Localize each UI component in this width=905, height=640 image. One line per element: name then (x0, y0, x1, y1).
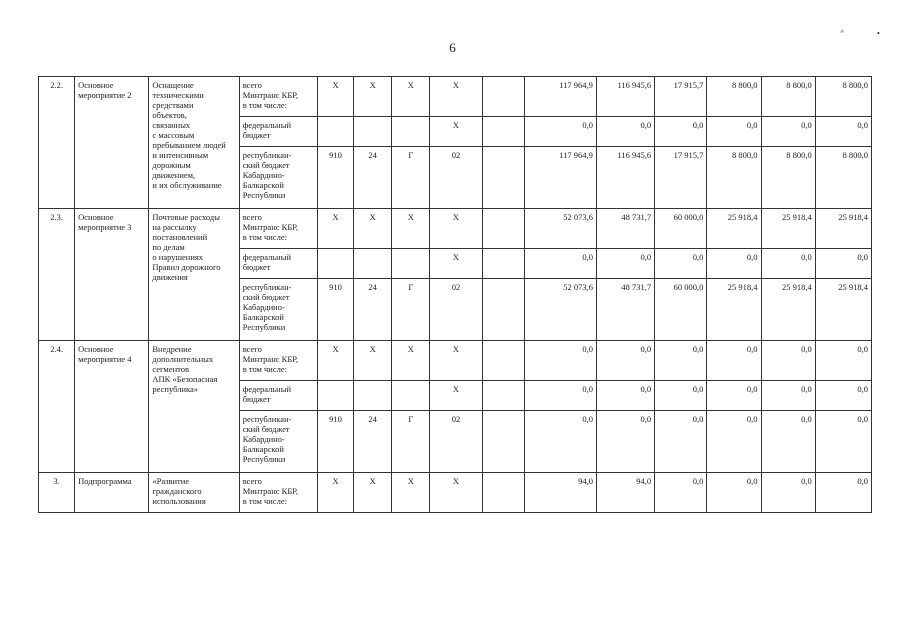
code-cell: 24 (354, 411, 392, 473)
code-cell: 24 (354, 279, 392, 341)
budget-table (38, 76, 872, 513)
code-cell: Х (430, 381, 482, 411)
code-cell: Х (430, 249, 482, 279)
code-cell: Х (392, 77, 430, 117)
code-cell (482, 147, 524, 209)
funding-source-cell: всего Минтранс КБР, в том числе: (239, 209, 317, 249)
table-row (39, 209, 872, 249)
code-cell: Г (392, 279, 430, 341)
row-number-cell: 3. (39, 473, 75, 513)
code-cell: Х (354, 77, 392, 117)
amount-cell: 48 731,7 (596, 279, 654, 341)
amount-cell: 0,0 (524, 249, 596, 279)
amount-cell: 0,0 (655, 411, 707, 473)
amount-cell: 0,0 (596, 381, 654, 411)
amount-cell: 17 915,7 (655, 77, 707, 117)
code-cell: 24 (354, 147, 392, 209)
code-cell: 910 (317, 147, 353, 209)
amount-cell: 0,0 (815, 381, 871, 411)
page-number: 6 (449, 40, 456, 55)
funding-source-cell: федеральный бюджет (239, 381, 317, 411)
amount-cell: 0,0 (707, 249, 761, 279)
code-cell (482, 117, 524, 147)
row-description-cell: «Развитие гражданского использования (149, 473, 239, 513)
row-title-cell: Подпрограмма (75, 473, 149, 513)
corner-mark: • (877, 29, 880, 38)
code-cell: Х (317, 209, 353, 249)
code-cell: Х (317, 77, 353, 117)
funding-source-cell: федеральный бюджет (239, 117, 317, 147)
amount-cell: 0,0 (815, 411, 871, 473)
amount-cell: 48 731,7 (596, 209, 654, 249)
amount-cell: 94,0 (596, 473, 654, 513)
amount-cell: 117 964,9 (524, 147, 596, 209)
funding-source-cell: всего Минтранс КБР, в том числе: (239, 473, 317, 513)
code-cell: Х (430, 77, 482, 117)
code-cell (392, 117, 430, 147)
row-title-cell: Основное мероприятие 4 (75, 341, 149, 473)
amount-cell: 0,0 (761, 473, 815, 513)
code-cell: 910 (317, 411, 353, 473)
code-cell: Х (392, 341, 430, 381)
code-cell (482, 279, 524, 341)
row-description-cell: Почтовые расходы на рассылку постановлений по делам о нарушениях Правил дорожного движения (149, 209, 239, 341)
funding-source-cell: всего Минтранс КБР, в том числе: (239, 341, 317, 381)
amount-cell: 60 000,0 (655, 279, 707, 341)
code-cell: Г (392, 147, 430, 209)
table-row (39, 77, 872, 117)
code-cell: Х (392, 473, 430, 513)
code-cell: Х (354, 341, 392, 381)
amount-cell: 0,0 (655, 249, 707, 279)
amount-cell: 0,0 (524, 341, 596, 381)
table-row (39, 473, 872, 513)
code-cell (317, 117, 353, 147)
code-cell: 02 (430, 279, 482, 341)
table-row (39, 341, 872, 381)
funding-source-cell: всего Минтранс КБР, в том числе: (239, 77, 317, 117)
amount-cell: 8 800,0 (761, 147, 815, 209)
amount-cell: 0,0 (815, 249, 871, 279)
code-cell (354, 381, 392, 411)
amount-cell: 25 918,4 (761, 279, 815, 341)
row-description-cell: Оснащение техническими средствами объектов, связанных с массовым пребыванием людей и интенсивным дорожным движением, и их обслуживание (149, 77, 239, 209)
amount-cell: 0,0 (596, 249, 654, 279)
code-cell: Х (430, 473, 482, 513)
amount-cell: 0,0 (761, 249, 815, 279)
code-cell: Х (430, 341, 482, 381)
amount-cell: 0,0 (815, 473, 871, 513)
row-number-cell: 2.2. (39, 77, 75, 209)
amount-cell: 0,0 (761, 117, 815, 147)
amount-cell: 0,0 (655, 341, 707, 381)
code-cell: Х (317, 341, 353, 381)
amount-cell: 0,0 (707, 473, 761, 513)
funding-source-cell: республикан- ский бюджет Кабардино- Балкарской Республики (239, 147, 317, 209)
amount-cell: 0,0 (707, 381, 761, 411)
code-cell: 02 (430, 147, 482, 209)
amount-cell: 8 800,0 (815, 77, 871, 117)
code-cell (482, 473, 524, 513)
amount-cell: 0,0 (524, 411, 596, 473)
amount-cell: 0,0 (524, 117, 596, 147)
amount-cell: 0,0 (655, 117, 707, 147)
amount-cell: 52 073,6 (524, 209, 596, 249)
code-cell: Х (430, 117, 482, 147)
amount-cell: 0,0 (707, 341, 761, 381)
amount-cell: 0,0 (655, 381, 707, 411)
amount-cell: 8 800,0 (815, 147, 871, 209)
row-number-cell: 2.3. (39, 209, 75, 341)
amount-cell: 0,0 (815, 117, 871, 147)
row-title-cell: Основное мероприятие 2 (75, 77, 149, 209)
code-cell: Г (392, 411, 430, 473)
amount-cell: 25 918,4 (707, 209, 761, 249)
row-title-cell: Основное мероприятие 3 (75, 209, 149, 341)
amount-cell: 116 945,6 (596, 77, 654, 117)
amount-cell: 0,0 (596, 411, 654, 473)
amount-cell: 0,0 (761, 411, 815, 473)
amount-cell: 116 945,6 (596, 147, 654, 209)
amount-cell: 8 800,0 (707, 147, 761, 209)
code-cell (354, 117, 392, 147)
amount-cell: 17 915,7 (655, 147, 707, 209)
code-cell (482, 209, 524, 249)
code-cell (317, 381, 353, 411)
code-cell: Х (354, 209, 392, 249)
code-cell (482, 77, 524, 117)
amount-cell: 0,0 (815, 341, 871, 381)
amount-cell: 25 918,4 (707, 279, 761, 341)
amount-cell: 8 800,0 (707, 77, 761, 117)
funding-source-cell: республикан- ский бюджет Кабардино- Балкарской Республики (239, 279, 317, 341)
amount-cell: 25 918,4 (815, 279, 871, 341)
code-cell: Х (430, 209, 482, 249)
amount-cell: 0,0 (761, 381, 815, 411)
code-cell: Х (392, 209, 430, 249)
code-cell (392, 249, 430, 279)
funding-source-cell: федеральный бюджет (239, 249, 317, 279)
corner-mark: ᵃᵇ (840, 30, 844, 36)
code-cell: 910 (317, 279, 353, 341)
amount-cell: 60 000,0 (655, 209, 707, 249)
amount-cell: 94,0 (524, 473, 596, 513)
amount-cell: 25 918,4 (761, 209, 815, 249)
amount-cell: 0,0 (655, 473, 707, 513)
row-description-cell: Внедрение дополнительных сегментов АПК «Безопасная республика» (149, 341, 239, 473)
code-cell: Х (317, 473, 353, 513)
code-cell (482, 341, 524, 381)
amount-cell: 52 073,6 (524, 279, 596, 341)
code-cell: Х (354, 473, 392, 513)
code-cell (482, 411, 524, 473)
funding-source-cell: республикан- ский бюджет Кабардино- Балкарской Республики (239, 411, 317, 473)
amount-cell: 8 800,0 (761, 77, 815, 117)
amount-cell: 0,0 (761, 341, 815, 381)
amount-cell: 0,0 (707, 117, 761, 147)
amount-cell: 25 918,4 (815, 209, 871, 249)
amount-cell: 0,0 (524, 381, 596, 411)
code-cell: 02 (430, 411, 482, 473)
code-cell (482, 249, 524, 279)
code-cell (482, 381, 524, 411)
amount-cell: 0,0 (596, 341, 654, 381)
amount-cell: 0,0 (707, 411, 761, 473)
code-cell (354, 249, 392, 279)
amount-cell: 117 964,9 (524, 77, 596, 117)
amount-cell: 0,0 (596, 117, 654, 147)
code-cell (317, 249, 353, 279)
code-cell (392, 381, 430, 411)
row-number-cell: 2.4. (39, 341, 75, 473)
